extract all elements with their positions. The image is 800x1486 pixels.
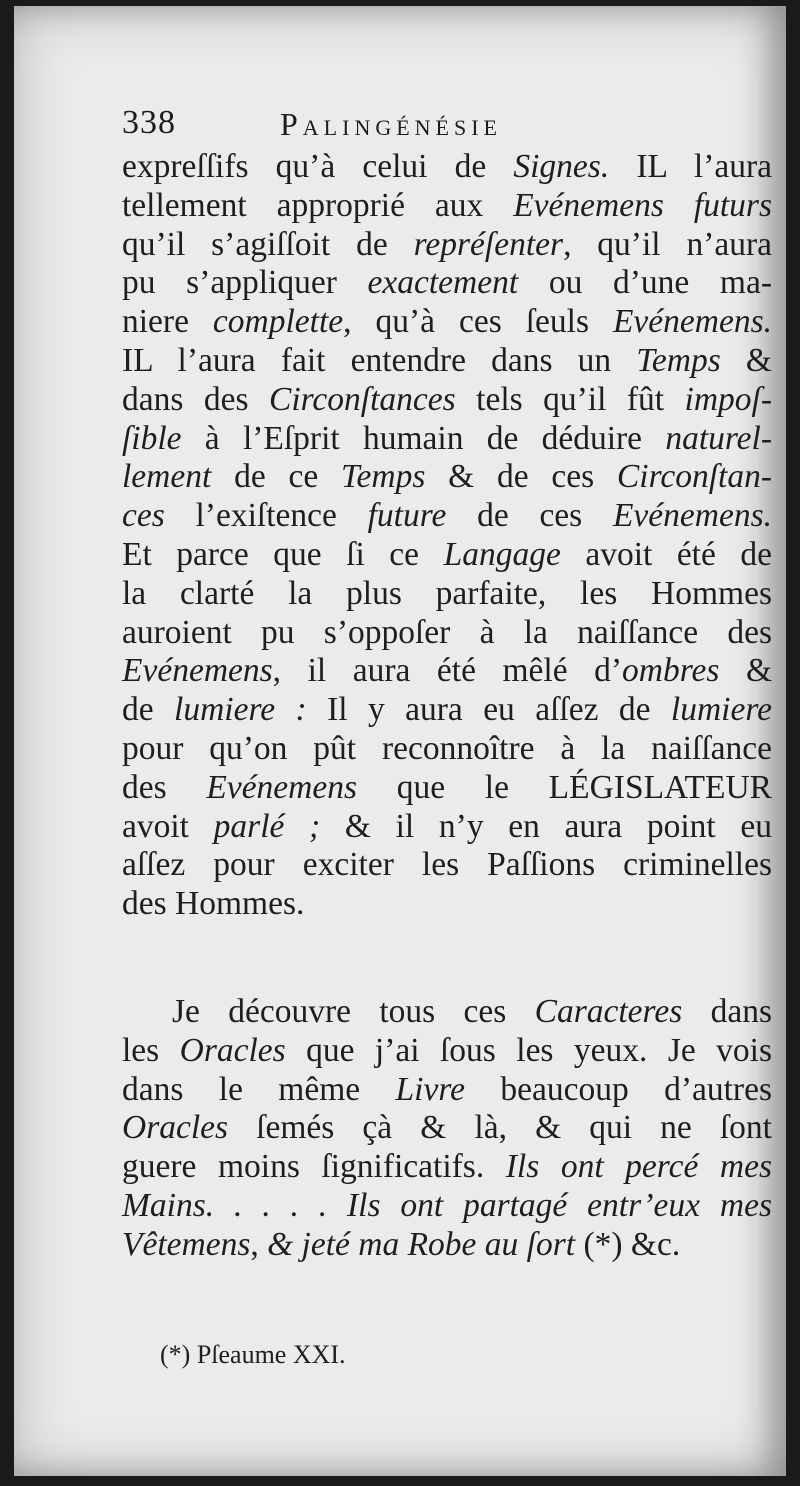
italic-text: Langage <box>443 535 561 573</box>
italic-text: Evénemens futurs <box>513 186 773 224</box>
text-line: niere complette, qu’à ces ſeuls Evénemens. <box>122 303 772 341</box>
text-line: lement de ce Temps & de ces Circonſtan- <box>122 458 773 496</box>
italic-text: complette <box>212 303 344 341</box>
italic-text: Evénemens <box>122 652 273 690</box>
page-header <box>122 104 682 148</box>
italic-text: naturel- <box>665 419 772 457</box>
text-line: Et parce que ſi ce Langage avoit été de <box>122 535 772 573</box>
italic-text: Temps <box>636 341 721 379</box>
italic-text: future <box>367 497 447 535</box>
paragraph-gap <box>122 924 772 993</box>
text-line: avoit parlé ; & il n’y en aura point eu <box>122 807 773 845</box>
italic-text: Circonſtances <box>268 380 456 418</box>
text-line: ſible à l’Eſprit humain de déduire naturel- <box>122 419 772 457</box>
italic-text: parlé ; <box>213 807 321 845</box>
italic-text: Temps <box>340 458 426 496</box>
italic-text: Evénemens. <box>612 497 772 535</box>
italic-text: lumiere <box>670 691 772 729</box>
italic-text: lumiere : <box>174 691 307 729</box>
italic-text: Caracteres <box>534 992 683 1030</box>
text-line: IL l’aura fait entendre dans un Temps & <box>122 341 772 379</box>
text-line: Je découvre tous ces Caracteres dans <box>172 992 773 1030</box>
text-line: qu’il s’agiſſoit de repréſenter, qu’il n’aura <box>122 225 772 263</box>
text-line: expreſſifs qu’à celui de Signes. IL l’aura <box>122 148 772 185</box>
text-line: aſſez pour exciter les Paſſions criminelles <box>122 846 772 884</box>
page-number: 338 <box>122 104 176 141</box>
italic-text: Signes. <box>513 148 610 185</box>
italic-text: Vêtemens <box>122 1225 251 1263</box>
text-line: dans des Circonſtances tels qu’il fût impoſ- <box>122 380 772 418</box>
footnote: (*) Pſeaume XXI. <box>160 1340 346 1369</box>
text-line: tellement approprié aux Evénemens futurs <box>122 186 773 224</box>
italic-text: & jeté ma Robe au ſort <box>267 1225 576 1263</box>
italic-text: Ils ont percé mes <box>505 1148 772 1186</box>
text-line: la clarté la plus parfaite, les Hommes <box>122 574 772 612</box>
italic-text: Evénemens <box>206 768 358 806</box>
text-line: des Evénemens que le LÉGISLATEUR <box>122 768 772 806</box>
text-line: de lumiere : Il y aura eu aſſez de lumiere <box>122 691 772 729</box>
book-page <box>14 6 786 1476</box>
italic-text: Mains. . . . . Ils ont partagé entr’eux mes <box>122 1186 772 1224</box>
body-text <box>122 148 772 1265</box>
italic-text: Oracles <box>179 1031 286 1069</box>
running-head: Palingénésie <box>280 106 502 142</box>
text-line: pour qu’on pût reconnoître à la naiſſance <box>122 729 772 767</box>
text-line <box>122 1187 772 1226</box>
text-line: pu s’appliquer exactement ou d’une ma- <box>122 264 772 302</box>
italic-text: Evénemens. <box>612 303 772 341</box>
italic-text: ſible <box>122 419 182 457</box>
italic-text: repréſenter <box>413 225 564 263</box>
text-line: auroient pu s’oppoſer à la naiſſance des <box>122 613 772 651</box>
text-line: dans le même Livre beaucoup d’autres <box>122 1070 772 1108</box>
text-line: Evénemens, il aura été mêlé d’ombres & <box>122 652 773 690</box>
text-line: des Hommes. <box>122 885 305 923</box>
text-line: les Oracles que j’ai ſous les yeux. Je vois <box>122 1031 772 1069</box>
italic-text: exactement <box>367 264 519 302</box>
text-line: Oracles ſemés çà & là, & qui ne ſont <box>122 1109 772 1147</box>
italic-text: lement <box>122 458 212 496</box>
text-line: guere moins ſignificatifs. Ils ont percé mes <box>122 1148 772 1186</box>
italic-text: ces <box>122 497 165 535</box>
italic-text: Oracles <box>122 1109 229 1147</box>
italic-text: impoſ- <box>684 380 772 418</box>
italic-text: Circonſtan- <box>616 458 773 496</box>
italic-text: ombres <box>622 652 720 690</box>
text-line: ces l’exiſtence future de ces Evénemens. <box>122 497 772 535</box>
italic-text: Livre <box>395 1070 466 1108</box>
text-line: Vêtemens, & jeté ma Robe au ſort (*) &c. <box>122 1225 681 1263</box>
